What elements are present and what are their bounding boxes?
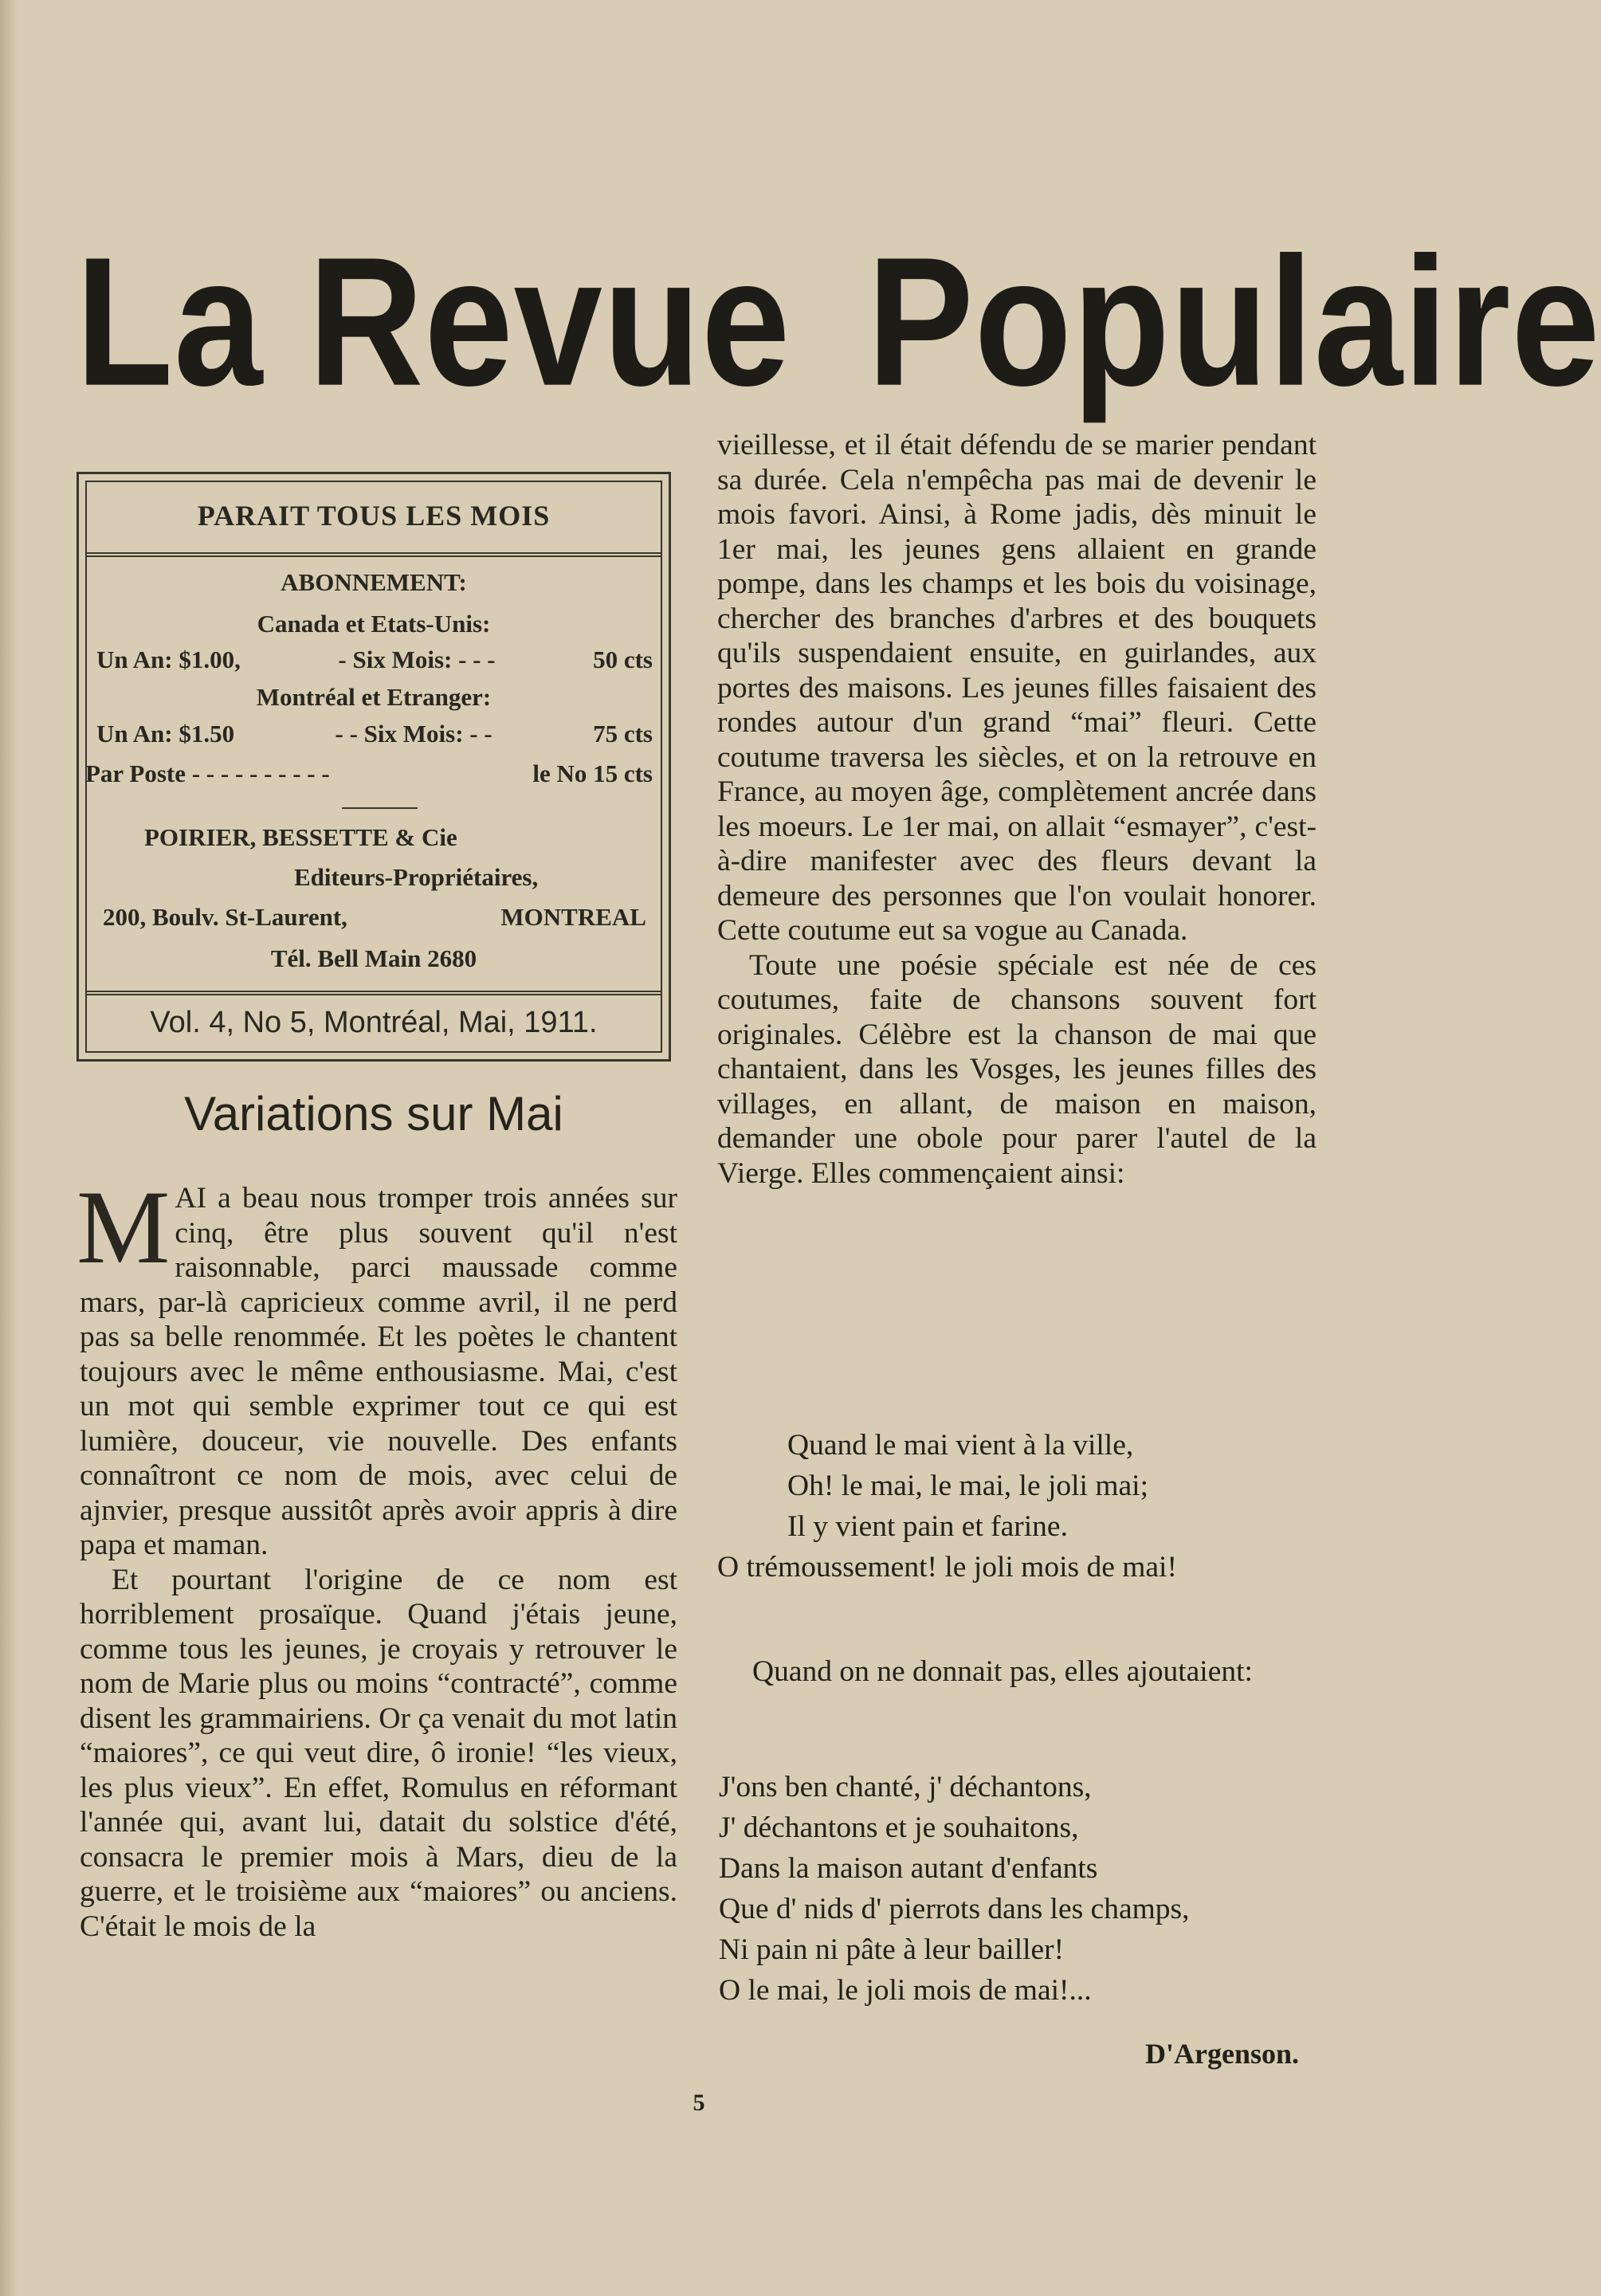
verse-line: J' déchantons et je souhaitons, (719, 1811, 1079, 1844)
price-row-canada-usa (96, 646, 653, 674)
verse-line: Dans la maison autant d'enfants (719, 1852, 1098, 1885)
verse-line: O le mai, le joli mois de mai!... (719, 1974, 1092, 2007)
verse-line: Que d' nids d' pierrots dans les champs, (719, 1893, 1190, 1925)
publisher-name: POIRIER, BESSETTE & Cie (144, 823, 457, 851)
article-paragraph-3: vieillesse, et il était défendu de se marier pendant sa durée. Cela n'empêcha pas mai de devenir le mois favori. Ainsi, à Rome jadis, dès minuit le 1er mai, les jeunes gens allaient en grande pompe, dans les champs et les bois du voisinage, chercher des branches d'arbres et des bouquets qu'ils suspendaient ensuite, en guirlandes, aux portes des maisons. Les jeunes filles faisaient des rondes autour d'un grand “mai” fleuri. Cette coutume traversa les siècles, et on la retrouve en France, au moyen âge, complètement ancrée dans les moeurs. Le 1er mai, on allait “esmayer”, c'est-à-dire manifester avec des fleurs devant la demeure des personnes que l'on voulait honorer. Cette coutume eut sa vogue au Canada. (717, 429, 1317, 947)
article-paragraph-5: Quand on ne donnait pas, elles ajoutaient: (752, 1655, 1253, 1688)
publication-frequency: PARAIT TOUS LES MOIS (197, 500, 551, 532)
region-montreal-foreign: Montréal et Etranger: (256, 683, 492, 711)
subscription-box (77, 472, 671, 1062)
verse-line: Quand le mai vient à la ville, (787, 1429, 1134, 1462)
article-column-left (77, 1168, 677, 1944)
publisher-address-row (103, 903, 646, 932)
subscription-heading: ABONNEMENT: (281, 568, 467, 596)
song-verse-2 (719, 1767, 1324, 2011)
post-label: Par Poste - - - - - - - - - - (85, 759, 330, 787)
price-value-canada-usa: 50 cts (593, 646, 653, 673)
song-verse-1 (717, 1425, 1323, 1588)
verse-line: Il y vient pain et farine. (787, 1510, 1068, 1543)
region-canada-usa: Canada et Etats-Unis: (257, 610, 491, 638)
verse-line: J'ons ben chanté, j' déchantons, (719, 1771, 1092, 1803)
price-year-montreal-foreign: Un An: $1.50 (96, 720, 235, 748)
page-number: 5 (693, 2090, 705, 2116)
masthead-title (76, 203, 1601, 442)
article-paragraph-1 (77, 1168, 677, 1563)
price-six-months-montreal-foreign: - - Six Mois: - - (335, 720, 492, 748)
publisher-city: MONTREAL (500, 903, 646, 931)
article-paragraph-2: Et pourtant l'origine de ce nom est horriblement prosaïque. Quand j'étais jeune, comme tous les jeunes, je croyais y retrouver le nom de Marie plus ou moins “contracté”, comme disent les grammairiens. Or ça venait du mot latin “maiores”, ce qui veut dire, ô ironie! “les vieux, les plus vieux”. En effet, Romulus en réformant l'année qui, avant lui, datait du solstice d'été, consacra le premier mois à Mars, dieu de la guerre, et le troisième aux “maiores” ou anciens. C'était le mois de la (80, 1563, 677, 1943)
post-price: le No 15 cts (532, 759, 653, 787)
article-column-right (717, 428, 1317, 1191)
verse-line: Oh! le mai, le mai, le joli mai; (787, 1470, 1149, 1502)
article-paragraph-4: Toute une poésie spéciale est née de ces coutumes, faite de chansons souvent fort originales. Célèbre est la chanson de mai que chantaient, dans les Vosges, les jeunes filles des villages, en allant, de maison en maison, demander une obole pour parer l'autel de la Vierge. Elles commençaient ainsi: (717, 948, 1317, 1190)
masthead-title-part2: Populaire (867, 219, 1601, 425)
price-value-montreal-foreign: 75 cts (593, 720, 653, 748)
publisher-role: Editeurs-Propriétaires, (294, 863, 539, 891)
price-six-months-canada-usa: - Six Mois: - - - (338, 646, 496, 673)
author-signature: D'Argenson. (1144, 2038, 1299, 2070)
lead-in: AI (175, 1182, 206, 1215)
verse-line: Ni pain ni pâte à leur bailler! (719, 1933, 1065, 1966)
masthead-title-part1: La Revue (76, 219, 791, 425)
page-edge (0, 0, 21, 2296)
price-row-montreal-foreign (96, 720, 653, 748)
verse-line: O trémoussement! le joli mois de mai! (717, 1551, 1177, 1584)
paragraph-1-text: a beau nous tromper trois années sur cinq, être plus souvent qu'il n'est raisonnable, parci maussade comme mars, par-là capricieux comme avril, il ne perd pas sa belle renommée. Et les poètes le chantent toujours avec le même enthousiasme. Mai, c'est un mot qui semble exprimer tout ce qui est lumière, douceur, vie nouvelle. Des enfants connaîtront ce nom de mois, avec celui de ajnvier, presque aussitôt après avoir appris à dire papa et maman. (80, 1182, 677, 1561)
publisher-phone: Tél. Bell Main 2680 (270, 944, 477, 972)
box-divider-bottom (85, 991, 662, 995)
drop-cap: M (77, 1168, 171, 1285)
box-short-rule (342, 807, 418, 809)
article-title: Variations sur Mai (184, 1087, 563, 1140)
box-divider-top (85, 552, 662, 557)
price-row-post (85, 759, 653, 788)
publisher-address: 200, Boulv. St-Laurent, (103, 903, 347, 931)
issue-line: Vol. 4, No 5, Montréal, Mai, 1911. (150, 1006, 598, 1039)
price-year-canada-usa: Un An: $1.00, (96, 646, 241, 673)
